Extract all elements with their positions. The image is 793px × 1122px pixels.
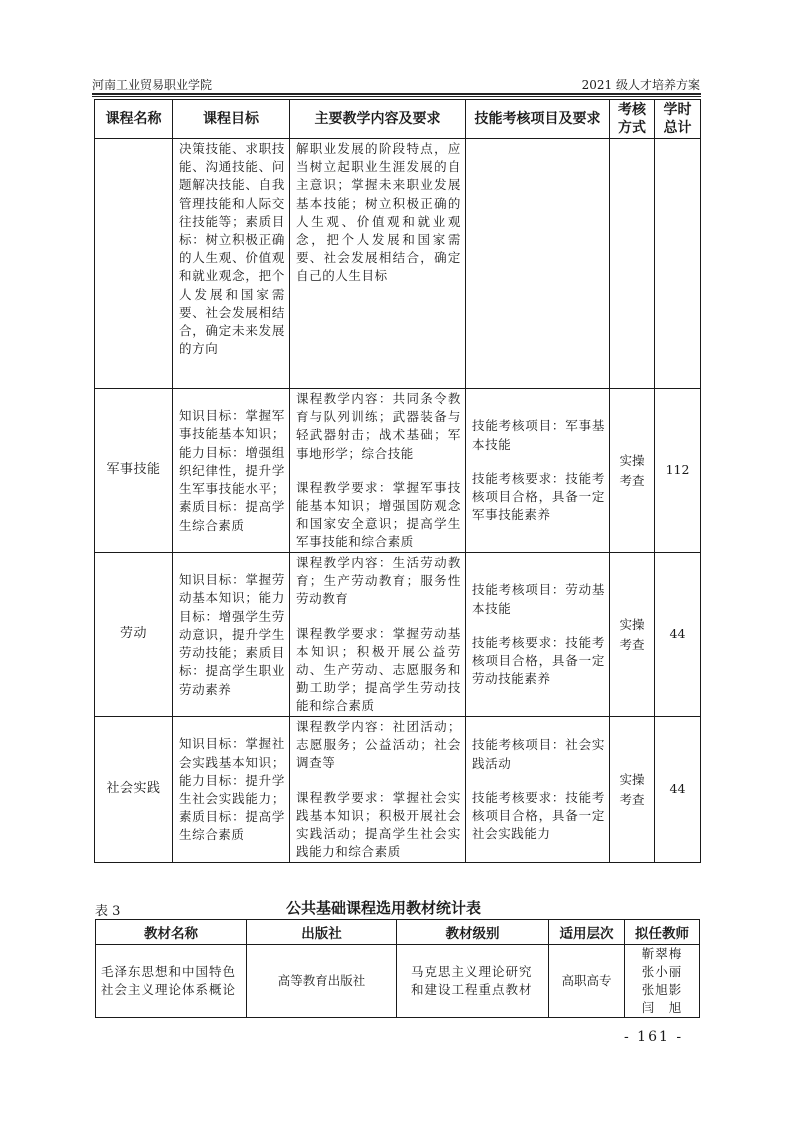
- textbook-level-cell: [397, 945, 549, 1018]
- spacer: [290, 609, 465, 624]
- col-applicable-tier: 适用层次: [549, 920, 625, 945]
- table-row: [96, 945, 700, 1018]
- course-goal: 知识目标：掌握社会实践基本知识；能力目标：提升学生社会实践能力；素质目标：提高学生综合素质: [179, 736, 285, 843]
- col-total-hours-label: 学时 总计: [663, 102, 692, 136]
- table-row: [95, 717, 701, 863]
- course-table-header: [95, 100, 701, 139]
- skill-cell: [466, 389, 610, 553]
- course-content: 课程教学内容：生活劳动教育；生产劳动教育；服务性劳动教育: [296, 555, 461, 607]
- course-goal: 决策技能、求职技能、沟通技能、问题解决技能、自我管理技能和人际交往技能等；素质目标：树立积极正确的人生观、价值观和就业观念，把个人发展和国家需要、社会发展相结合，确定未来发展的方向: [179, 141, 285, 357]
- skill-item: 技能考核项目：军事基本技能: [472, 418, 605, 452]
- course-content: 课程教学内容：共同条令教育与队列训练；武器装备与轻武器射击；战术基础；军事地形学；综合技能: [296, 391, 461, 461]
- col-course-name: 课程名称: [95, 100, 173, 139]
- assessment-method: [610, 717, 655, 863]
- col-course-goal: 课程目标: [173, 100, 290, 139]
- applicable-tier: 高职高专: [549, 945, 625, 1018]
- skill-item: 技能考核项目：社会实践活动: [472, 737, 605, 771]
- skill-cell: [466, 553, 610, 717]
- col-skill-assessment: 技能考核项目及要求: [466, 100, 610, 139]
- course-table: [94, 99, 701, 863]
- col-assessment-method: [610, 100, 655, 139]
- course-goal-cell: [173, 139, 290, 389]
- textbook-table-header: [96, 920, 700, 945]
- course-goal: 知识目标：掌握劳动基本知识；能力目标：增强学生劳动意识，提升学生劳动技能；素质目标：提高学生职业劳动素养: [179, 572, 285, 697]
- header-document-title: 2021 级人才培养方案: [581, 78, 700, 92]
- total-hours: [655, 139, 701, 389]
- course-goal-cell: [173, 717, 290, 863]
- course-goal-cell: [173, 553, 290, 717]
- total-hours: 44: [655, 553, 701, 717]
- skill-cell: [466, 717, 610, 863]
- header-rule-thin: [92, 96, 701, 97]
- header-school-name: 河南工业贸易职业学院: [92, 78, 213, 92]
- skill-cell: [466, 139, 610, 389]
- table-row: [95, 389, 701, 553]
- col-total-hours: [655, 100, 701, 139]
- header-rule: [92, 93, 701, 95]
- spacer: [290, 463, 465, 478]
- course-content-cell: [290, 389, 466, 553]
- textbook-name: 毛泽东思想和中国特色社会主义理论体系概论: [101, 964, 237, 997]
- course-content: 课程教学内容：社团活动；志愿服务；公益活动；社会调查等: [296, 719, 461, 771]
- table-label: 表 3: [95, 904, 121, 919]
- skill-requirement: 技能考核要求：技能考核项目合格，具备一定劳动技能素养: [472, 634, 605, 687]
- col-textbook-name: 教材名称: [96, 920, 247, 945]
- assessment-method: [610, 389, 655, 553]
- assessment-method: [610, 553, 655, 717]
- spacer: [466, 454, 609, 469]
- course-goal-cell: [173, 389, 290, 553]
- course-name: 劳动: [95, 553, 173, 717]
- textbook-table: [95, 919, 700, 1018]
- course-name: [95, 139, 173, 389]
- table-row: [95, 553, 701, 717]
- assessment-method-text: 实操 考查: [619, 616, 645, 652]
- spacer: [290, 773, 465, 788]
- course-content-cell: [290, 139, 466, 389]
- spacer: [466, 618, 609, 633]
- table-title: 公共基础课程选用教材统计表: [286, 899, 482, 917]
- publisher: 高等教育出版社: [247, 945, 397, 1018]
- textbook-level: 马克思主义理论研究和建设工程重点教材: [411, 964, 533, 997]
- course-goal: 知识目标：掌握军事技能基本知识；能力目标：增强组织纪律性，提升学生军事技能水平；素质目标：提高学生综合素质: [179, 408, 285, 533]
- course-content-cell: [290, 553, 466, 717]
- course-content: 解职业发展的阶段特点，应当树立起职业生涯发展的自主意识；掌握未来职业发展基本技能；树立积极正确的人生观、价值观和就业观念，把个人发展和国家需要、社会发展相结合，确定自己的人生目标: [296, 141, 461, 284]
- assessment-method-text: 实操 考查: [619, 452, 645, 488]
- textbook-name-cell: [96, 945, 247, 1018]
- total-hours: 44: [655, 717, 701, 863]
- skill-item: 技能考核项目：劳动基本技能: [472, 582, 605, 616]
- teacher-name: 张小丽: [641, 964, 683, 979]
- total-hours: 112: [655, 389, 701, 553]
- teacher-name: 闫 旭: [641, 1000, 683, 1015]
- spacer: [466, 773, 609, 788]
- course-content-cell: [290, 717, 466, 863]
- col-publisher: 出版社: [247, 920, 397, 945]
- col-main-content: 主要教学内容及要求: [290, 100, 466, 139]
- course-requirement: 课程教学要求：掌握劳动基本知识；积极开展公益劳动、生产劳动、志愿服务和勤工助学；提高学生劳动技能和综合素质: [296, 625, 461, 714]
- teachers-cell: [625, 945, 700, 1018]
- col-teachers: 拟任教师: [625, 920, 700, 945]
- page-number: - 161 -: [624, 1029, 684, 1045]
- skill-requirement: 技能考核要求：技能考核项目合格，具备一定社会实践能力: [472, 789, 605, 842]
- teacher-name: 靳翠梅: [641, 946, 683, 961]
- table-row: [95, 139, 701, 389]
- col-assessment-method-label: 考核 方式: [618, 102, 646, 136]
- course-requirement: 课程教学要求：掌握社会实践基本知识；积极开展社会实践活动；提高学生社会实践能力和综合素质: [296, 789, 461, 860]
- assessment-method: [610, 139, 655, 389]
- col-textbook-level: 教材级别: [397, 920, 549, 945]
- course-name: 军事技能: [95, 389, 173, 553]
- course-name: 社会实践: [95, 717, 173, 863]
- skill-requirement: 技能考核要求：技能考核项目合格，具备一定军事技能素养: [472, 470, 605, 523]
- teacher-name: 张旭影: [641, 982, 683, 997]
- assessment-method-text: 实操 考查: [619, 771, 645, 807]
- course-requirement: 课程教学要求：掌握军事技能基本知识；增强国防观念和国家安全意识；提高学生军事技能和综合素质: [296, 479, 461, 550]
